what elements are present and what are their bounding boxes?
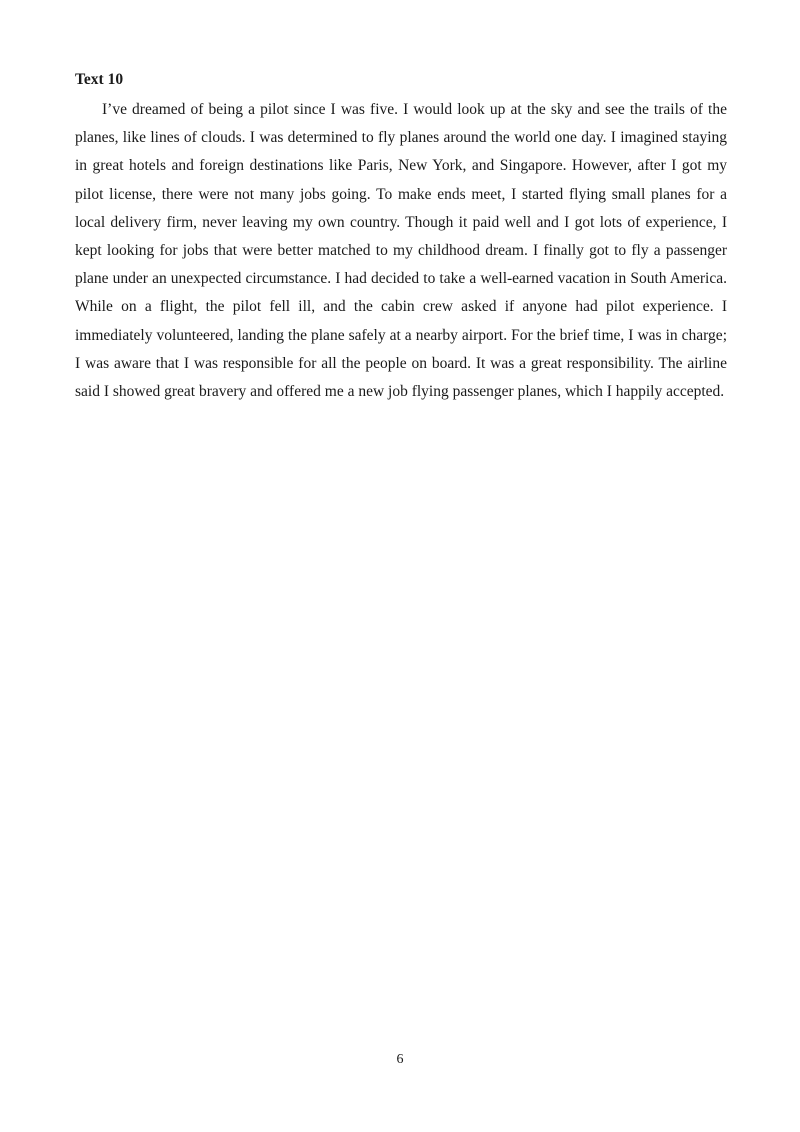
section-title: Text 10 (75, 71, 124, 88)
page-number: 6 (396, 1052, 404, 1067)
body-paragraph: I’ve dreamed of being a pilot since I was five. I would look up at the sky and see the trails of the planes, like lines of clouds. I was determined to fly planes around the world one day. I imagined staying in great hotels and foreign destinations like Paris, New York, and Singapore. However, after I got my pilot license, there were not many jobs going. To make ends meet, I started flying small planes for a local delivery firm, never leaving my own country. Though it paid well and I got lots of experience, I kept looking for jobs that were better matched to my childhood dream. I finally got to fly a passenger plane under an unexpected circumstance. I had decided to take a well-earned vacation in South America. While on a flight, the pilot fell ill, and the cabin crew asked if anyone had pilot experience. I immediately volunteered, landing the plane safely at a nearby airport. For the brief time, I was in charge; I was aware that I was responsible for all the people on board. It was a great responsibility. The airline said I showed great bravery and offered me a new job flying passenger planes, which I happily accepted. (75, 101, 727, 401)
